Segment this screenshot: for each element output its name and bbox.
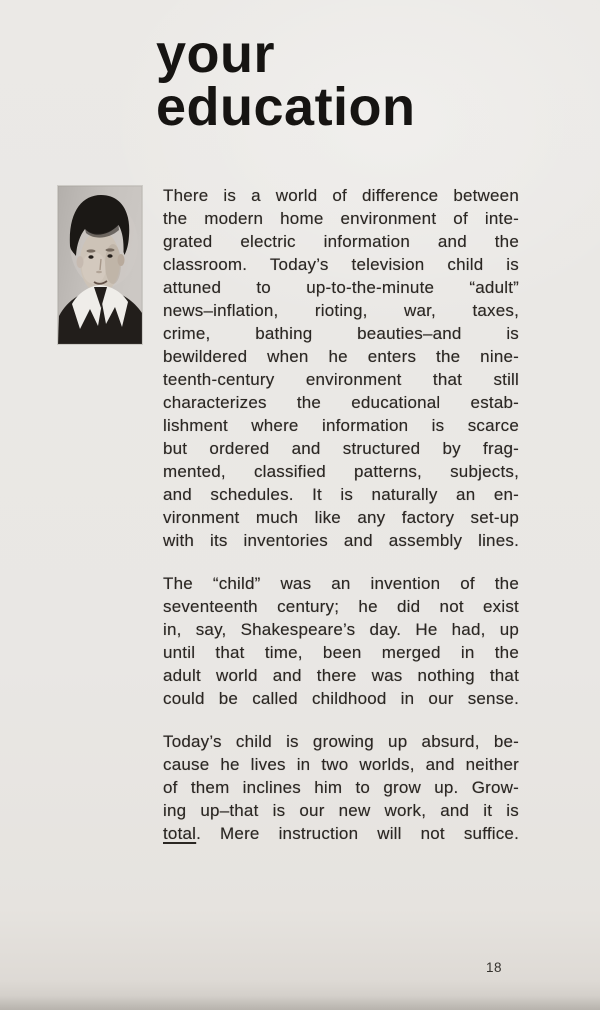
text-line: grated electric information and the — [163, 232, 519, 251]
text-line: cause he lives in two worlds, and neither — [163, 755, 519, 774]
text-line: teenth-century environment that still — [163, 370, 519, 389]
page-number: 18 — [486, 960, 503, 975]
text-line: and schedules. It is naturally an en- — [163, 485, 519, 504]
paragraph — [163, 572, 519, 710]
text-line: ing up–that is our new work, and it is — [163, 801, 519, 820]
text-line: in, say, Shakespeare’s day. He had, up — [163, 620, 519, 639]
text-line: total. Mere instruction will not suffice. — [163, 824, 519, 843]
text-line: until that time, been merged in the — [163, 643, 519, 662]
text-line: There is a world of difference between — [163, 186, 519, 205]
text-line: attuned to up-to-the-minute “adult” — [163, 278, 519, 297]
paragraph — [163, 184, 519, 552]
text-line: lishment where information is scarce — [163, 416, 519, 435]
body-text — [163, 184, 519, 845]
boy-portrait-photo — [58, 186, 142, 344]
text-line: crime, bathing beauties–and is — [163, 324, 519, 343]
underlined-word: total — [163, 824, 197, 843]
text-line: vironment much like any factory set-up — [163, 508, 519, 527]
page-title — [156, 24, 416, 137]
text-line: characterizes the educational estab- — [163, 393, 519, 412]
text-line: mented, classified patterns, subjects, — [163, 462, 519, 481]
text-line: The “child” was an invention of the — [163, 574, 519, 593]
text-line: of them inclines him to grow up. Grow- — [163, 778, 519, 797]
text-line: classroom. Today’s television child is — [163, 255, 519, 274]
text-line: but ordered and structured by frag- — [163, 439, 519, 458]
paragraph — [163, 730, 519, 845]
page-title-line1: your — [156, 24, 276, 84]
text-line: news–inflation, rioting, war, taxes, — [163, 301, 519, 320]
text-line: Today’s child is growing up absurd, be- — [163, 732, 519, 751]
text-line: seventeenth century; he did not exist — [163, 597, 519, 616]
text-line: bewildered when he enters the nine- — [163, 347, 519, 366]
page-title-line2: education — [156, 77, 416, 137]
text-line: could be called childhood in our sense. — [163, 689, 519, 708]
text-line: the modern home environment of inte- — [163, 209, 519, 228]
text-line: with its inventories and assembly lines. — [163, 531, 519, 550]
text-line: adult world and there was nothing that — [163, 666, 519, 685]
boy-portrait-illustration — [58, 186, 142, 344]
